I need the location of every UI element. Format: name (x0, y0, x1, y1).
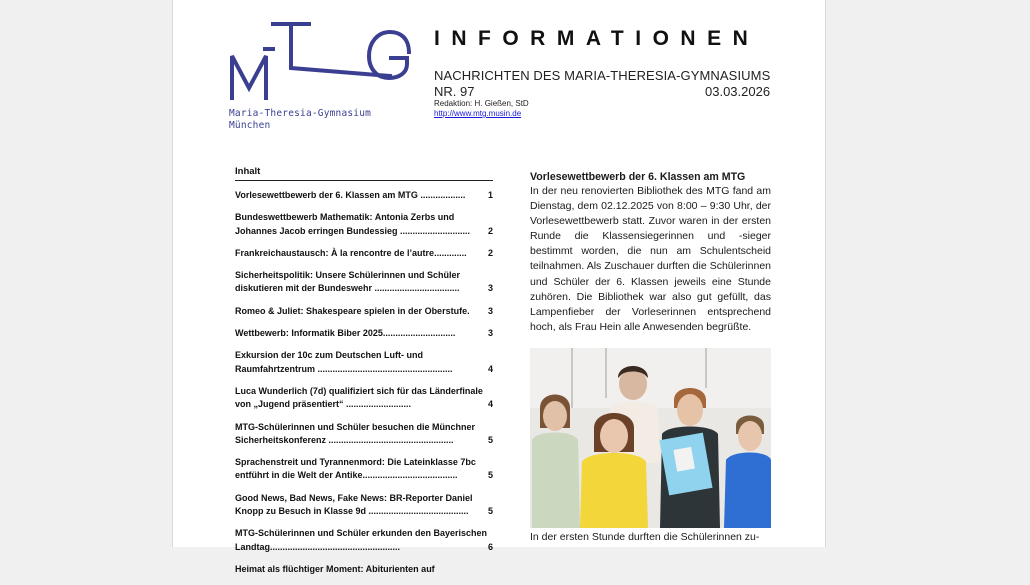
toc-entry[interactable] (235, 527, 493, 554)
logo-subtitle-school: Maria-Theresia-Gymnasium (229, 108, 372, 119)
toc-entry-page: 2 (487, 247, 493, 258)
toc-entry-page: 5 (487, 470, 493, 481)
toc-entry-page: 6 (487, 541, 493, 552)
toc-entry[interactable] (235, 327, 493, 340)
website-link[interactable]: http://www.mtg.musin.de (434, 109, 522, 118)
toc-entry-title: Luca Wunderlich (7d) qualifiziert sich für das Länderfinale von „Jugend präsentiert“ .......................... (235, 385, 483, 410)
toc-entry-title: Bundeswettbewerb Mathematik: Antonia Zerbs und Johannes Jacob erringen Bundessieg ............................ (235, 212, 471, 236)
editor-line: Redaktion: H. Gießen, StD (434, 99, 529, 108)
toc-entry[interactable] (235, 269, 493, 296)
logo-subtitle-city: München (229, 120, 271, 131)
toc-entry-title: Exkursion der 10c zum Deutschen Luft- und Raumfahrtzentrum ...................................................... (235, 350, 453, 374)
toc-entry-page: 5 (487, 506, 493, 517)
toc-entry-title: Sicherheitspolitik: Unsere Schülerinnen und Schüler diskutieren mit der Bundeswehr .................................. (235, 270, 461, 294)
toc-entry[interactable] (235, 211, 493, 238)
toc-heading: Inhalt (235, 166, 493, 181)
toc-entry-page: 1 (487, 190, 493, 200)
toc-entry-title: Vorlesewettbewerb der 6. Klassen am MTG .................. (235, 190, 466, 200)
toc-entry[interactable] (235, 305, 493, 318)
toc-entry-page: 2 (487, 225, 493, 236)
toc-entry-page: 4 (487, 363, 493, 374)
toc-entry-title: Sprachenstreit und Tyrannenmord: Die Lateinklasse 7bc entführt in die Welt der Antike...................................... (235, 457, 476, 481)
toc-entry[interactable] (235, 189, 493, 202)
toc-entry-page: 5 (487, 434, 493, 445)
toc-entry-title: Frankreichaustausch: À la rencontre de l’autre............. (235, 247, 467, 258)
toc-entry-title: Romeo & Juliet: Shakespeare spielen in der Oberstufe. (235, 305, 470, 316)
toc-entry-title: MTG-Schülerinnen und Schüler erkunden den Bayerischen Landtag.................................................... (235, 528, 488, 552)
masthead-subtitle: NACHRICHTEN DES MARIA-THERESIA-GYMNASIUMS (434, 68, 771, 83)
toc-entry-title: MTG-Schülerinnen und Schüler besuchen die Münchner Sicherheitskonferenz .................................................. (235, 421, 476, 445)
article-continuation: In der ersten Stunde durften die Schülerinnen zu- (530, 531, 760, 543)
toc-entry-title: Wettbewerb: Informatik Biber 2025............................. (235, 328, 456, 339)
toc-entry-title: Good News, Bad News, Fake News: BR-Reporter Daniel Knopp zu Besuch in Klasse 9d ........................................ (235, 492, 473, 517)
toc-entry-page: 4 (487, 399, 493, 410)
toc-entry[interactable] (235, 421, 493, 448)
article-vorlesewettbewerb (530, 171, 771, 335)
issue-date: 03.03.2026 (705, 84, 771, 99)
toc-entry-page: 3 (487, 283, 493, 294)
toc-entry-title: Heimat als flüchtiger Moment: Abiturienten auf (235, 563, 435, 574)
toc-entry[interactable] (235, 349, 493, 376)
article-body: In der neu renovierten Bibliothek des MTG fand am Dienstag, dem 02.12.2025 von 8:00 – 9:30 Uhr, der Vorlesewettbewerb statt. Zuvor waren in der ersten Runde die Klassensiegerinnen und -sieger bestimmt worden, die nun am Schulentscheid teilnahmen. Als Zuschauer durften die Schülerinnen und Schüler der 6. Klassen jeweils eine Stunde zuhören. Die Bibliothek war also gut gefüllt, das Lampenfieber der Vorleserinnen entsprechend hoch, als Frau Hein alle Anwesenden begrüßte. (530, 185, 771, 333)
issue-number: NR. 97 (434, 84, 475, 99)
toc-entry[interactable] (235, 247, 493, 260)
toc-entry[interactable] (235, 492, 493, 519)
article-title: Vorlesewettbewerb der 6. Klassen am MTG (530, 171, 746, 183)
toc-entry[interactable] (235, 563, 493, 576)
toc-entry-page: 3 (487, 305, 493, 316)
masthead-title: INFORMATIONEN (434, 27, 760, 50)
article-photo (530, 348, 771, 528)
table-of-contents (235, 166, 493, 585)
toc-entry-page: 3 (487, 328, 493, 339)
toc-entry[interactable] (235, 385, 493, 412)
toc-entry[interactable] (235, 456, 493, 483)
newsletter-page (172, 0, 826, 574)
